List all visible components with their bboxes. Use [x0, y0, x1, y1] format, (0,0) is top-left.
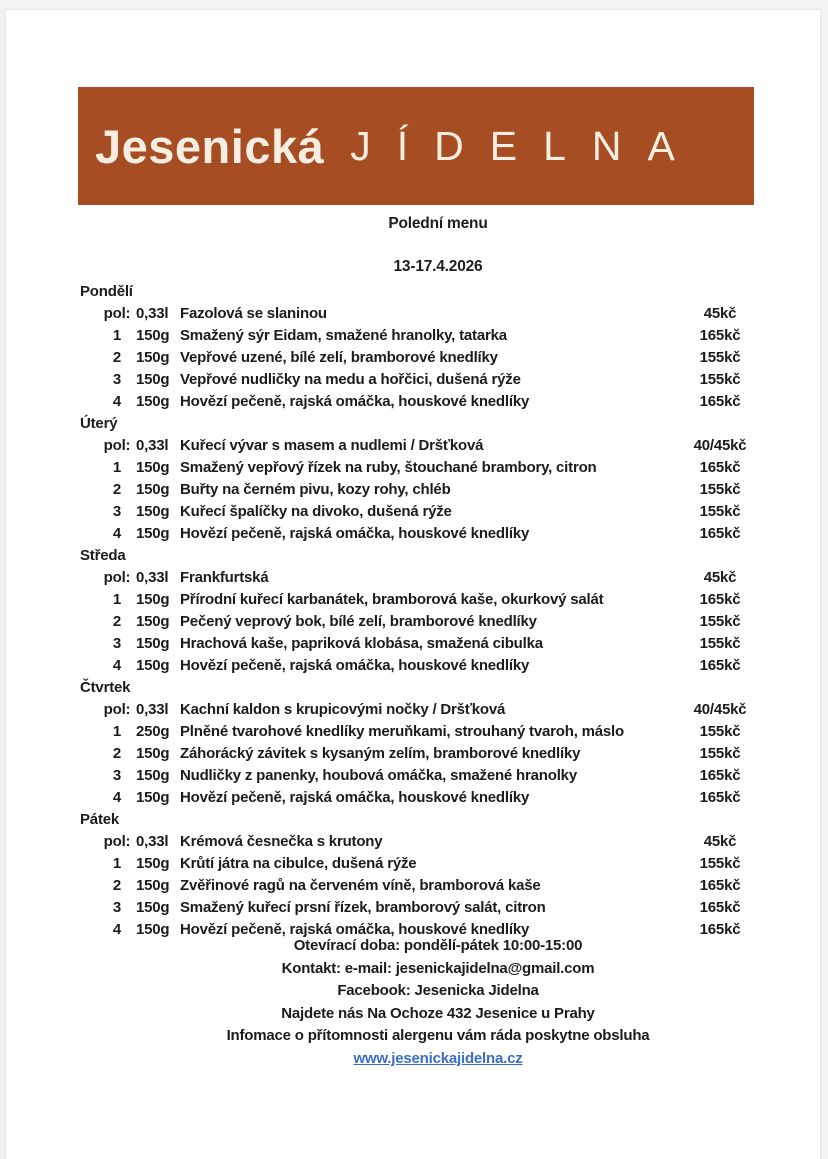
- row-price: 155kč: [699, 371, 741, 388]
- row-label: pol:: [103, 833, 131, 850]
- menu-row: [6, 567, 820, 589]
- row-label: 2: [112, 349, 122, 366]
- row-quantity: 150g: [136, 921, 170, 938]
- menu-row: [6, 897, 820, 919]
- row-dish-description: Vepřové uzené, bílé zelí, bramborové knedlíky: [180, 349, 498, 366]
- row-label: pol:: [103, 569, 131, 586]
- row-quantity: 150g: [136, 789, 170, 806]
- row-label: 2: [112, 613, 122, 630]
- row-price: 155kč: [699, 349, 741, 366]
- row-label: 4: [112, 921, 122, 938]
- row-dish-description: Buřty na černém pivu, kozy rohy, chléb: [180, 481, 451, 498]
- row-price: 165kč: [699, 877, 741, 894]
- row-label: 4: [112, 525, 122, 542]
- row-label: 4: [112, 789, 122, 806]
- row-price: 155kč: [699, 723, 741, 740]
- row-quantity: 0,33l: [136, 833, 169, 850]
- row-label: 4: [112, 657, 122, 674]
- menu-row: [6, 325, 820, 347]
- row-price: 155kč: [699, 613, 741, 630]
- row-price: 165kč: [699, 525, 741, 542]
- menu-row: [6, 523, 820, 545]
- row-quantity: 150g: [136, 481, 170, 498]
- row-dish-description: Frankfurtská: [180, 569, 269, 586]
- brand-banner: [78, 87, 754, 205]
- row-label: 2: [112, 745, 122, 762]
- row-dish-description: Hovězí pečeně, rajská omáčka, houskové knedlíky: [180, 525, 530, 542]
- row-price: 165kč: [699, 767, 741, 784]
- row-dish-description: Kuřecí špalíčky na divoko, dušená rýže: [180, 503, 452, 520]
- row-dish-description: Kachní kaldon s krupicovými nočky / Dršťková: [180, 701, 506, 718]
- row-quantity: 150g: [136, 591, 170, 608]
- row-price: 155kč: [699, 855, 741, 872]
- brand-name-secondary: JÍDELNA: [350, 122, 701, 169]
- row-label: 3: [112, 503, 122, 520]
- menu-row: [6, 743, 820, 765]
- footer: [56, 935, 820, 1071]
- row-label: 2: [112, 877, 122, 894]
- day-section: [6, 809, 820, 941]
- row-dish-description: Hovězí pečeně, rajská omáčka, houskové knedlíky: [180, 657, 530, 674]
- row-quantity: 150g: [136, 745, 170, 762]
- row-price: 165kč: [699, 921, 741, 938]
- menu-row: [6, 875, 820, 897]
- row-price: 40/45kč: [693, 437, 747, 454]
- row-price: 165kč: [699, 459, 741, 476]
- menu-row: [6, 699, 820, 721]
- row-quantity: 150g: [136, 635, 170, 652]
- row-label: 1: [112, 327, 122, 344]
- footer-info-line: Najdete nás Na Ochoze 432 Jesenice u Prahy: [281, 1004, 595, 1022]
- row-dish-description: Hrachová kaše, papriková klobása, smažená cibulka: [180, 635, 543, 652]
- row-dish-description: Nudličky z panenky, houbová omáčka, smažené hranolky: [180, 767, 577, 784]
- day-header: Čtvrtek: [80, 679, 131, 696]
- website-line: [56, 1048, 820, 1071]
- menu-row: [6, 831, 820, 853]
- row-label: pol:: [103, 305, 131, 322]
- row-quantity: 150g: [136, 525, 170, 542]
- row-quantity: 0,33l: [136, 569, 169, 586]
- row-dish-description: Plněné tvarohové knedlíky meruňkami, strouhaný tvaroh, máslo: [180, 723, 624, 740]
- row-dish-description: Záhorácký závitek s kysaným zelím, bramborové knedlíky: [180, 745, 581, 762]
- row-price: 155kč: [699, 503, 741, 520]
- day-section: [6, 677, 820, 809]
- row-label: 1: [112, 855, 122, 872]
- menu-row: [6, 765, 820, 787]
- page-title: Polední menu: [388, 215, 488, 232]
- row-quantity: 150g: [136, 371, 170, 388]
- row-quantity: 150g: [136, 613, 170, 630]
- row-price: 155kč: [699, 635, 741, 652]
- row-dish-description: Smažený vepřový řízek na ruby, štouchané brambory, citron: [180, 459, 597, 476]
- row-price: 165kč: [699, 789, 741, 806]
- row-quantity: 150g: [136, 767, 170, 784]
- row-dish-description: Kuřecí vývar s masem a nudlemi / Dršťková: [180, 437, 484, 454]
- row-label: pol:: [103, 437, 131, 454]
- row-dish-description: Vepřové nudličky na medu a hořčici, dušená rýže: [180, 371, 521, 388]
- day-header: Středa: [80, 547, 126, 564]
- row-quantity: 0,33l: [136, 437, 169, 454]
- row-price: 165kč: [699, 327, 741, 344]
- footer-info-line: Kontakt: e-mail: jesenickajidelna@gmail.com: [281, 959, 595, 977]
- row-dish-description: Smažený sýr Eidam, smažené hranolky, tatarka: [180, 327, 507, 344]
- menu-row: [6, 303, 820, 325]
- row-dish-description: Krémová česnečka s krutony: [180, 833, 383, 850]
- row-label: 3: [112, 767, 122, 784]
- menu-row: [6, 347, 820, 369]
- menu-page: [5, 9, 821, 1159]
- row-quantity: 150g: [136, 459, 170, 476]
- day-header: Pondělí: [80, 283, 133, 300]
- day-section: [6, 413, 820, 545]
- menu-row: [6, 853, 820, 875]
- row-dish-description: Zvěřinové ragů na červeném víně, bramborová kaše: [180, 877, 541, 894]
- menu-row: [6, 589, 820, 611]
- row-price: 165kč: [699, 899, 741, 916]
- row-label: 1: [112, 591, 122, 608]
- row-quantity: 150g: [136, 877, 170, 894]
- row-dish-description: Fazolová se slaninou: [180, 305, 327, 322]
- row-quantity: 150g: [136, 855, 170, 872]
- row-quantity: 150g: [136, 393, 170, 410]
- row-dish-description: Hovězí pečeně, rajská omáčka, houskové knedlíky: [180, 393, 530, 410]
- menu-row: [6, 369, 820, 391]
- row-quantity: 0,33l: [136, 305, 169, 322]
- menu-table: [6, 281, 820, 941]
- menu-row: [6, 633, 820, 655]
- footer-info-line: Otevírací doba: pondělí-pátek 10:00-15:00: [293, 937, 583, 954]
- row-quantity: 0,33l: [136, 701, 169, 718]
- website-link[interactable]: www.jesenickajidelna.cz: [353, 1049, 523, 1067]
- row-quantity: 150g: [136, 349, 170, 366]
- row-label: 1: [112, 459, 122, 476]
- day-header: Pátek: [80, 811, 120, 828]
- menu-row: [6, 655, 820, 677]
- row-label: 2: [112, 481, 122, 498]
- row-price: 45kč: [703, 569, 737, 586]
- row-quantity: 250g: [136, 723, 170, 740]
- row-quantity: 150g: [136, 657, 170, 674]
- row-dish-description: Smažený kuřecí prsní řízek, bramborový salát, citron: [180, 899, 546, 916]
- day-header: Úterý: [80, 415, 118, 432]
- row-label: 3: [112, 899, 122, 916]
- row-dish-description: Pečený veprový bok, bílé zelí, bramborové knedlíky: [180, 613, 537, 630]
- row-label: 3: [112, 371, 122, 388]
- menu-row: [6, 787, 820, 809]
- brand-name-primary: Jesenická: [95, 119, 325, 173]
- date-range: 13-17.4.2026: [393, 258, 483, 275]
- row-price: 155kč: [699, 481, 741, 498]
- row-dish-description: Hovězí pečeně, rajská omáčka, houskové knedlíky: [180, 789, 530, 806]
- row-quantity: 150g: [136, 503, 170, 520]
- row-label: pol:: [103, 701, 131, 718]
- row-price: 165kč: [699, 657, 741, 674]
- menu-row: [6, 611, 820, 633]
- row-label: 3: [112, 635, 122, 652]
- row-price: 40/45kč: [693, 701, 747, 718]
- menu-row: [6, 391, 820, 413]
- menu-row: [6, 501, 820, 523]
- menu-row: [6, 721, 820, 743]
- footer-info-line: Facebook: Jesenicka Jidelna: [337, 982, 539, 1000]
- row-dish-description: Přírodní kuřecí karbanátek, bramborová kaše, okurkový salát: [180, 591, 604, 608]
- menu-row: [6, 435, 820, 457]
- footer-info-line: Infomace o přítomnosti alergenu vám ráda poskytne obsluha: [226, 1027, 650, 1045]
- row-quantity: 150g: [136, 899, 170, 916]
- menu-row: [6, 457, 820, 479]
- row-dish-description: Hovězí pečeně, rajská omáčka, houskové knedlíky: [180, 921, 530, 938]
- row-dish-description: Krůtí játra na cibulce, dušená rýže: [180, 855, 417, 872]
- row-price: 165kč: [699, 393, 741, 410]
- row-price: 165kč: [699, 591, 741, 608]
- day-section: [6, 545, 820, 677]
- row-label: 1: [112, 723, 122, 740]
- menu-row: [6, 479, 820, 501]
- row-price: 45kč: [703, 305, 737, 322]
- day-section: [6, 281, 820, 413]
- row-price: 155kč: [699, 745, 741, 762]
- row-label: 4: [112, 393, 122, 410]
- row-price: 45kč: [703, 833, 737, 850]
- row-quantity: 150g: [136, 327, 170, 344]
